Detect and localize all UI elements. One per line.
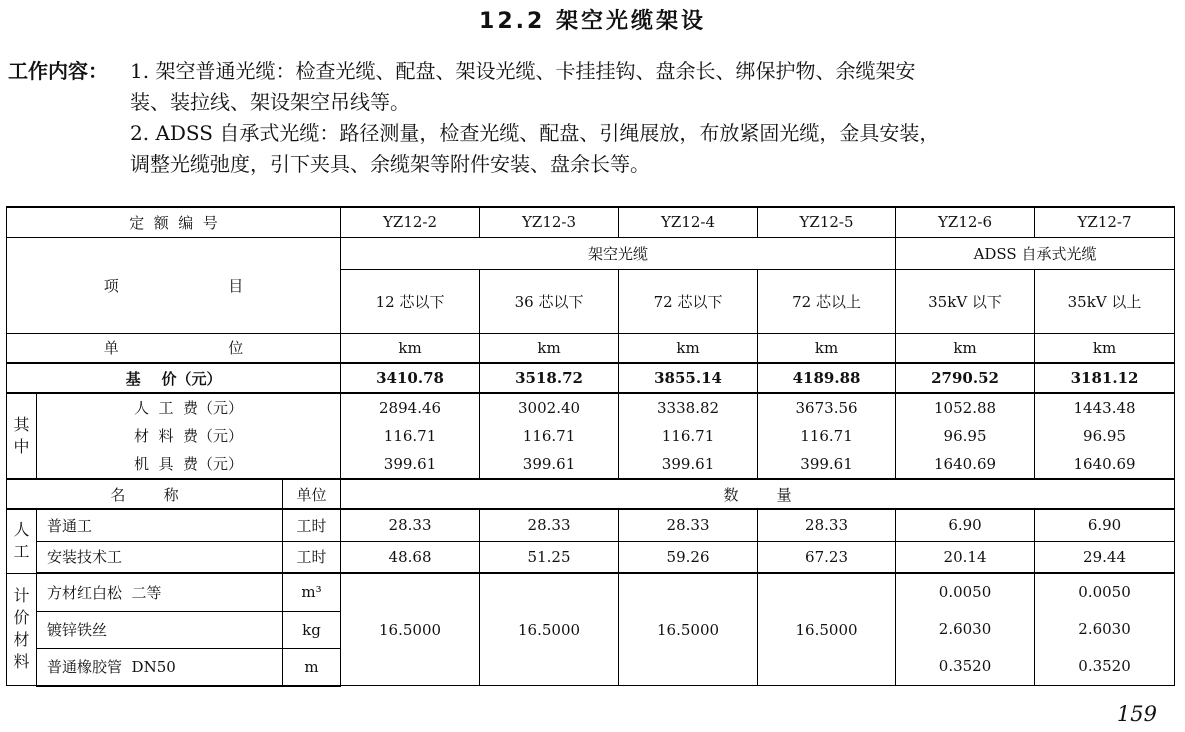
quantity-cell: 16.5000 [341, 573, 480, 686]
unit-cell: km [1035, 333, 1175, 363]
code-cell: YZ12-6 [896, 207, 1035, 237]
code-cell: YZ12-4 [619, 207, 758, 237]
quantity-cell: 48.68 [341, 541, 480, 573]
table-row [7, 541, 1175, 573]
work-content-line-4: 调整光缆弛度，引下夹具、余缆架等附件安装、盘余长等。 [130, 152, 650, 176]
resource-unit: kg [283, 611, 341, 648]
cost-cell: 3002.40 116.71 399.61 [480, 393, 619, 479]
quota-no-label: 定 额 编 号 [7, 207, 341, 237]
unit-label-right: 位 [228, 339, 244, 358]
quantity-cell: 29.44 [1035, 541, 1175, 573]
resource-unit: m [283, 648, 341, 685]
code-cell: YZ12-3 [480, 207, 619, 237]
base-price-row [7, 363, 1175, 393]
resource-name: 方材红白松 二等 [37, 573, 283, 611]
quantity-label: 数 量 [341, 479, 1175, 509]
base-price-cell: 3410.78 [341, 363, 480, 393]
quantity-cell: 28.33 [480, 509, 619, 541]
unit-cell: km [341, 333, 480, 363]
quantity-cell: 20.14 [896, 541, 1035, 573]
name-label: 名 称 [7, 479, 283, 509]
code-cell: YZ12-2 [341, 207, 480, 237]
unit-label-left: 单 [103, 339, 119, 358]
cost-labels [37, 393, 341, 479]
work-content-line-3: 2. ADSS 自承式光缆：路径测量，检查光缆、配盘、引绳展放，布放紧固光缆，金具安装， [130, 121, 940, 145]
quantity-cell: 16.5000 [480, 573, 619, 686]
quantity-cell-stack: 0.0050 2.6030 0.3520 [1035, 573, 1175, 686]
quantity-cell: 6.90 [1035, 509, 1175, 541]
work-content-line-1: 1. 架空普通光缆：检查光缆、配盘、架设光缆、卡挂挂钩、盘余长、绑保护物、余缆架安 [130, 59, 916, 83]
item-label-right: 目 [228, 276, 244, 295]
spec-cell: 72 芯以上 [758, 269, 896, 333]
resource-name: 普通橡胶管 DN50 [37, 648, 283, 685]
resource-unit: 工时 [283, 509, 341, 541]
resource-name: 镀锌铁丝 [37, 611, 283, 648]
quantity-cell-stack: 0.0050 2.6030 0.3520 [896, 573, 1035, 686]
unit-cell: km [619, 333, 758, 363]
unit-row [7, 333, 1175, 363]
table-row [7, 509, 1175, 541]
labor-group-label: 人工 [7, 509, 37, 573]
quantity-cell: 67.23 [758, 541, 896, 573]
spec-cell: 12 芯以下 [341, 269, 480, 333]
base-price-cell: 3181.12 [1035, 363, 1175, 393]
unit-cell: km [480, 333, 619, 363]
base-price-cell: 2790.52 [896, 363, 1035, 393]
item-group-row [7, 237, 1175, 269]
spec-cell: 35kV 以上 [1035, 269, 1175, 333]
item-label-left: 项 [103, 276, 119, 295]
quantity-cell: 51.25 [480, 541, 619, 573]
section-title: 12.2 架空光缆架设 [479, 9, 706, 34]
unit-cell: km [758, 333, 896, 363]
quantity-cell: 59.26 [619, 541, 758, 573]
page-number: 159 [1116, 702, 1157, 726]
material-cost-label: 材 料 费（元） [133, 427, 244, 445]
unit-col-label: 单位 [283, 479, 341, 509]
machine-cost-label: 机 具 费（元） [133, 455, 244, 473]
quantity-cell: 6.90 [896, 509, 1035, 541]
code-cell: YZ12-7 [1035, 207, 1175, 237]
quantity-cell: 16.5000 [758, 573, 896, 686]
cost-cell: 3673.56 116.71 399.61 [758, 393, 896, 479]
group-overhead-cable: 架空光缆 [341, 237, 896, 269]
cost-cell: 3338.82 116.71 399.61 [619, 393, 758, 479]
cost-breakdown-row [7, 393, 1175, 479]
cost-cell: 2894.46 116.71 399.61 [341, 393, 480, 479]
material-group-label: 计价材料 [7, 573, 37, 686]
quantity-cell: 16.5000 [619, 573, 758, 686]
base-price-cell: 3855.14 [619, 363, 758, 393]
quantity-cell: 28.33 [619, 509, 758, 541]
quantity-cell: 28.33 [758, 509, 896, 541]
base-price-cell: 3518.72 [480, 363, 619, 393]
cost-cell: 1052.88 96.95 1640.69 [896, 393, 1035, 479]
cost-cell: 1443.48 96.95 1640.69 [1035, 393, 1175, 479]
quota-code-row [7, 207, 1175, 237]
base-price-cell: 4189.88 [758, 363, 896, 393]
spec-cell: 72 芯以下 [619, 269, 758, 333]
spec-cell: 36 芯以下 [480, 269, 619, 333]
resource-unit: m³ [283, 573, 341, 611]
quota-table [6, 206, 1175, 687]
spec-cell: 35kV 以下 [896, 269, 1035, 333]
code-cell: YZ12-5 [758, 207, 896, 237]
among-label: 其中 [7, 393, 37, 479]
table-row [7, 573, 1175, 611]
group-adss-cable: ADSS 自承式光缆 [896, 237, 1175, 269]
item-label-cell [7, 237, 341, 333]
work-content-line-2: 装、装拉线、架设架空吊线等。 [130, 90, 410, 114]
labor-cost-label: 人 工 费（元） [133, 399, 244, 417]
resource-unit: 工时 [283, 541, 341, 573]
resource-name: 普通工 [37, 509, 283, 541]
work-content-label: 工作内容： [8, 59, 108, 83]
unit-label-cell [7, 333, 341, 363]
unit-cell: km [896, 333, 1035, 363]
base-price-label: 基 价（元） [7, 363, 341, 393]
resource-header-row [7, 479, 1175, 509]
quantity-cell: 28.33 [341, 509, 480, 541]
resource-name: 安装技术工 [37, 541, 283, 573]
